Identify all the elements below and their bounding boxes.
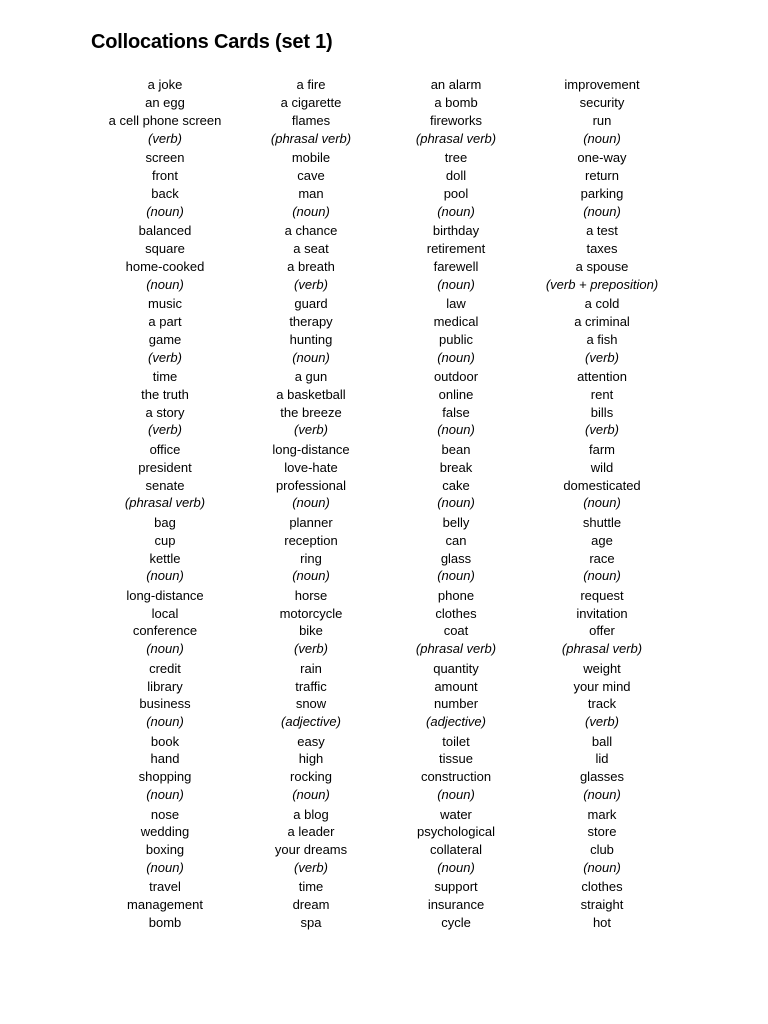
collocation-word: shopping xyxy=(138,769,192,785)
collocation-word: guard xyxy=(294,295,328,311)
part-of-speech-label: (verb) xyxy=(294,641,328,657)
part-of-speech-label: (noun) xyxy=(437,422,475,438)
collocation-word: tissue xyxy=(439,751,473,767)
collocation-word: local xyxy=(151,605,179,621)
collocation-word: a spouse xyxy=(575,258,629,274)
collocation-word: club xyxy=(590,842,614,858)
collocation-word: psychological xyxy=(416,824,496,840)
collocation-word: return xyxy=(585,167,619,183)
collocation-word: security xyxy=(579,94,625,110)
collocation-word: senate xyxy=(145,477,185,493)
part-of-speech-label: (noun) xyxy=(437,860,475,876)
collocation-word: travel xyxy=(149,879,181,895)
part-of-speech-label: (noun) xyxy=(583,495,621,511)
collocation-word: a test xyxy=(586,222,618,238)
collocation-word: a fire xyxy=(296,77,326,92)
part-of-speech-label: (phrasal verb) xyxy=(415,641,497,657)
collocation-word: support xyxy=(434,879,478,895)
collocation-word: man xyxy=(298,185,324,201)
part-of-speech-label: (noun) xyxy=(437,787,475,803)
collocation-word: easy xyxy=(297,733,325,749)
collocation-word: farewell xyxy=(433,258,479,274)
collocation-word: attention xyxy=(577,368,627,384)
collocation-word: a cold xyxy=(584,295,620,311)
collocation-word: mobile xyxy=(291,149,331,165)
collocation-word: law xyxy=(446,295,466,311)
collocation-card xyxy=(512,295,692,367)
part-of-speech-label: (verb) xyxy=(148,130,182,146)
part-of-speech-label: (noun) xyxy=(583,860,621,876)
card-column-4 xyxy=(512,76,692,932)
collocation-word: balanced xyxy=(138,222,192,238)
collocation-word: false xyxy=(442,404,470,420)
collocation-word: hand xyxy=(150,751,180,767)
collocation-word: request xyxy=(580,587,624,603)
collocation-word: collateral xyxy=(429,842,483,858)
collocation-word: horse xyxy=(294,587,328,603)
collocation-word: mark xyxy=(587,806,617,822)
collocation-word: a leader xyxy=(287,824,335,840)
collocation-word: medical xyxy=(433,313,479,329)
part-of-speech-label: (verb) xyxy=(585,714,619,730)
collocation-word: business xyxy=(139,696,191,712)
collocation-word: birthday xyxy=(432,222,480,238)
collocation-word: wedding xyxy=(140,824,190,840)
part-of-speech-label: (noun) xyxy=(583,203,621,219)
collocation-word: a cell phone screen xyxy=(108,112,222,128)
collocation-word: number xyxy=(433,696,479,712)
collocation-card xyxy=(512,441,692,513)
collocation-word: phone xyxy=(437,587,475,603)
collocation-word: invitation xyxy=(576,605,628,621)
part-of-speech-label: (noun) xyxy=(146,203,184,219)
collocation-word: a part xyxy=(148,313,182,329)
collocation-word: quantity xyxy=(433,660,479,676)
collocation-word: doll xyxy=(445,167,467,183)
collocation-word: a breath xyxy=(287,258,335,274)
collocation-word: an alarm xyxy=(430,77,482,92)
collocation-word: home-cooked xyxy=(125,258,205,274)
collocation-word: glass xyxy=(440,550,472,566)
part-of-speech-label: (noun) xyxy=(583,568,621,584)
collocation-card xyxy=(512,149,692,221)
collocation-word: a cigarette xyxy=(280,94,342,110)
collocation-word: race xyxy=(589,550,615,566)
collocation-card xyxy=(512,76,692,148)
collocation-word: fireworks xyxy=(429,112,482,128)
part-of-speech-label: (noun) xyxy=(437,495,475,511)
collocation-word: water xyxy=(440,806,472,822)
part-of-speech-label: (noun) xyxy=(146,860,184,876)
part-of-speech-label: (noun) xyxy=(292,568,330,584)
part-of-speech-label: (noun) xyxy=(583,787,621,803)
collocation-word: a chance xyxy=(284,222,338,238)
collocation-card xyxy=(512,368,692,440)
collocation-word: public xyxy=(439,331,473,347)
page-title: Collocations Cards (set 1) xyxy=(91,31,333,53)
collocation-word: bag xyxy=(154,514,176,530)
collocation-word: an egg xyxy=(145,94,185,110)
collocation-word: run xyxy=(592,112,612,128)
collocation-word: bean xyxy=(441,441,471,457)
collocation-word: parking xyxy=(580,185,624,201)
collocation-word: clothes xyxy=(581,879,623,895)
collocation-word: rent xyxy=(590,386,614,402)
collocation-word: flames xyxy=(291,112,331,128)
collocation-word: bike xyxy=(299,623,323,639)
collocation-card xyxy=(512,222,692,294)
collocation-word: management xyxy=(127,897,203,913)
part-of-speech-label: (noun) xyxy=(146,568,184,584)
collocation-word: taxes xyxy=(586,240,618,256)
part-of-speech-label: (verb) xyxy=(148,349,182,365)
collocation-word: book xyxy=(150,733,180,749)
collocation-word: game xyxy=(148,331,182,347)
collocation-word: glasses xyxy=(579,769,625,785)
collocation-word: rain xyxy=(300,660,322,676)
collocation-word: insurance xyxy=(427,897,485,913)
collocation-word: your dreams xyxy=(274,842,348,858)
collocation-word: clothes xyxy=(435,605,477,621)
collocation-word: a seat xyxy=(293,240,329,256)
part-of-speech-label: (noun) xyxy=(583,130,621,146)
collocation-word: straight xyxy=(580,897,624,913)
collocation-card xyxy=(512,514,692,586)
part-of-speech-label: (noun) xyxy=(292,349,330,365)
collocation-word: front xyxy=(151,167,178,183)
part-of-speech-label: (noun) xyxy=(146,276,184,292)
collocation-word: construction xyxy=(420,769,492,785)
collocation-word: ring xyxy=(300,550,322,566)
part-of-speech-label: (verb) xyxy=(148,422,182,438)
collocation-word: snow xyxy=(295,696,327,712)
collocation-word: weight xyxy=(583,660,621,676)
part-of-speech-label: (noun) xyxy=(437,203,475,219)
collocation-word: ball xyxy=(591,733,613,749)
collocation-word: a gun xyxy=(294,368,328,384)
collocation-word: one-way xyxy=(577,149,627,165)
collocation-word: bills xyxy=(590,404,614,420)
collocation-word: retirement xyxy=(426,240,486,256)
collocation-word: conference xyxy=(132,623,198,639)
collocation-word: age xyxy=(591,532,613,548)
collocation-word: outdoor xyxy=(433,368,479,384)
collocation-word: pool xyxy=(443,185,469,201)
collocation-word: cup xyxy=(154,532,176,548)
part-of-speech-label: (phrasal verb) xyxy=(561,641,643,657)
part-of-speech-label: (verb) xyxy=(585,349,619,365)
part-of-speech-label: (phrasal verb) xyxy=(124,495,206,511)
collocation-word: a bomb xyxy=(434,94,478,110)
collocation-word: kettle xyxy=(149,550,181,566)
collocation-word: tree xyxy=(444,149,468,165)
collocation-word: love-hate xyxy=(284,459,338,475)
collocation-word: motorcycle xyxy=(279,605,343,621)
collocation-card xyxy=(512,878,692,932)
collocation-word: square xyxy=(145,240,185,256)
collocation-word: high xyxy=(298,751,324,767)
part-of-speech-label: (noun) xyxy=(437,349,475,365)
collocation-word: time xyxy=(152,368,178,384)
collocation-word: offer xyxy=(589,623,615,639)
collocation-word: credit xyxy=(149,660,181,676)
collocation-word: professional xyxy=(275,477,347,493)
collocation-word: long-distance xyxy=(126,587,204,603)
collocation-word: domesticated xyxy=(563,477,641,493)
part-of-speech-label: (noun) xyxy=(146,714,184,730)
collocation-word: library xyxy=(147,678,183,694)
collocation-card xyxy=(512,806,692,878)
collocation-card xyxy=(512,660,692,732)
collocation-word: a story xyxy=(145,404,185,420)
collocation-word: cake xyxy=(442,477,470,493)
collocation-word: spa xyxy=(300,915,322,931)
collocation-card xyxy=(512,587,692,659)
collocation-word: your mind xyxy=(573,678,631,694)
collocation-word: track xyxy=(587,696,617,712)
collocation-word: music xyxy=(148,295,182,311)
part-of-speech-label: (noun) xyxy=(292,203,330,219)
part-of-speech-label: (adjective) xyxy=(281,714,341,730)
collocation-word: dream xyxy=(292,897,330,913)
part-of-speech-label: (verb) xyxy=(294,276,328,292)
part-of-speech-label: (phrasal verb) xyxy=(415,130,497,146)
collocation-word: online xyxy=(438,386,474,402)
collocation-word: rocking xyxy=(290,769,332,785)
collocation-word: nose xyxy=(150,806,180,822)
collocation-word: store xyxy=(587,824,617,840)
collocation-word: cave xyxy=(297,167,325,183)
collocation-word: break xyxy=(439,459,473,475)
collocation-word: time xyxy=(298,879,324,895)
collocation-card xyxy=(512,733,692,805)
collocation-word: the breeze xyxy=(280,404,342,420)
part-of-speech-label: (noun) xyxy=(146,787,184,803)
collocation-word: wild xyxy=(590,459,614,475)
part-of-speech-label: (phrasal verb) xyxy=(270,130,352,146)
collocation-word: hunting xyxy=(289,331,333,347)
collocation-word: coat xyxy=(443,623,469,639)
part-of-speech-label: (noun) xyxy=(292,787,330,803)
collocation-word: traffic xyxy=(295,678,327,694)
collocation-word: amount xyxy=(434,678,478,694)
collocation-word: boxing xyxy=(145,842,185,858)
part-of-speech-label: (adjective) xyxy=(426,714,486,730)
collocation-word: long-distance xyxy=(272,441,350,457)
part-of-speech-label: (noun) xyxy=(292,495,330,511)
collocation-word: back xyxy=(151,185,179,201)
collocation-word: therapy xyxy=(289,313,333,329)
collocation-word: improvement xyxy=(564,77,640,92)
collocation-word: a joke xyxy=(147,77,183,92)
collocation-word: toilet xyxy=(442,733,470,749)
collocation-word: bomb xyxy=(148,915,182,931)
part-of-speech-label: (verb + preposition) xyxy=(545,276,659,292)
collocation-word: can xyxy=(445,532,467,548)
collocation-word: lid xyxy=(595,751,609,767)
collocation-word: a blog xyxy=(293,806,329,822)
part-of-speech-label: (noun) xyxy=(437,568,475,584)
collocation-word: hot xyxy=(592,915,612,931)
collocation-word: a basketball xyxy=(276,386,346,402)
collocation-word: reception xyxy=(284,532,338,548)
part-of-speech-label: (verb) xyxy=(294,860,328,876)
collocation-word: a criminal xyxy=(574,313,630,329)
collocation-word: cycle xyxy=(441,915,471,931)
collocation-word: shuttle xyxy=(582,514,622,530)
collocation-word: a fish xyxy=(586,331,618,347)
collocation-word: president xyxy=(138,459,192,475)
part-of-speech-label: (noun) xyxy=(146,641,184,657)
part-of-speech-label: (verb) xyxy=(294,422,328,438)
collocation-word: belly xyxy=(442,514,470,530)
part-of-speech-label: (noun) xyxy=(437,276,475,292)
collocation-word: screen xyxy=(145,149,185,165)
collocation-word: farm xyxy=(589,441,615,457)
collocation-word: planner xyxy=(289,514,333,530)
part-of-speech-label: (verb) xyxy=(585,422,619,438)
collocation-word: the truth xyxy=(141,386,189,402)
collocation-word: office xyxy=(149,441,181,457)
